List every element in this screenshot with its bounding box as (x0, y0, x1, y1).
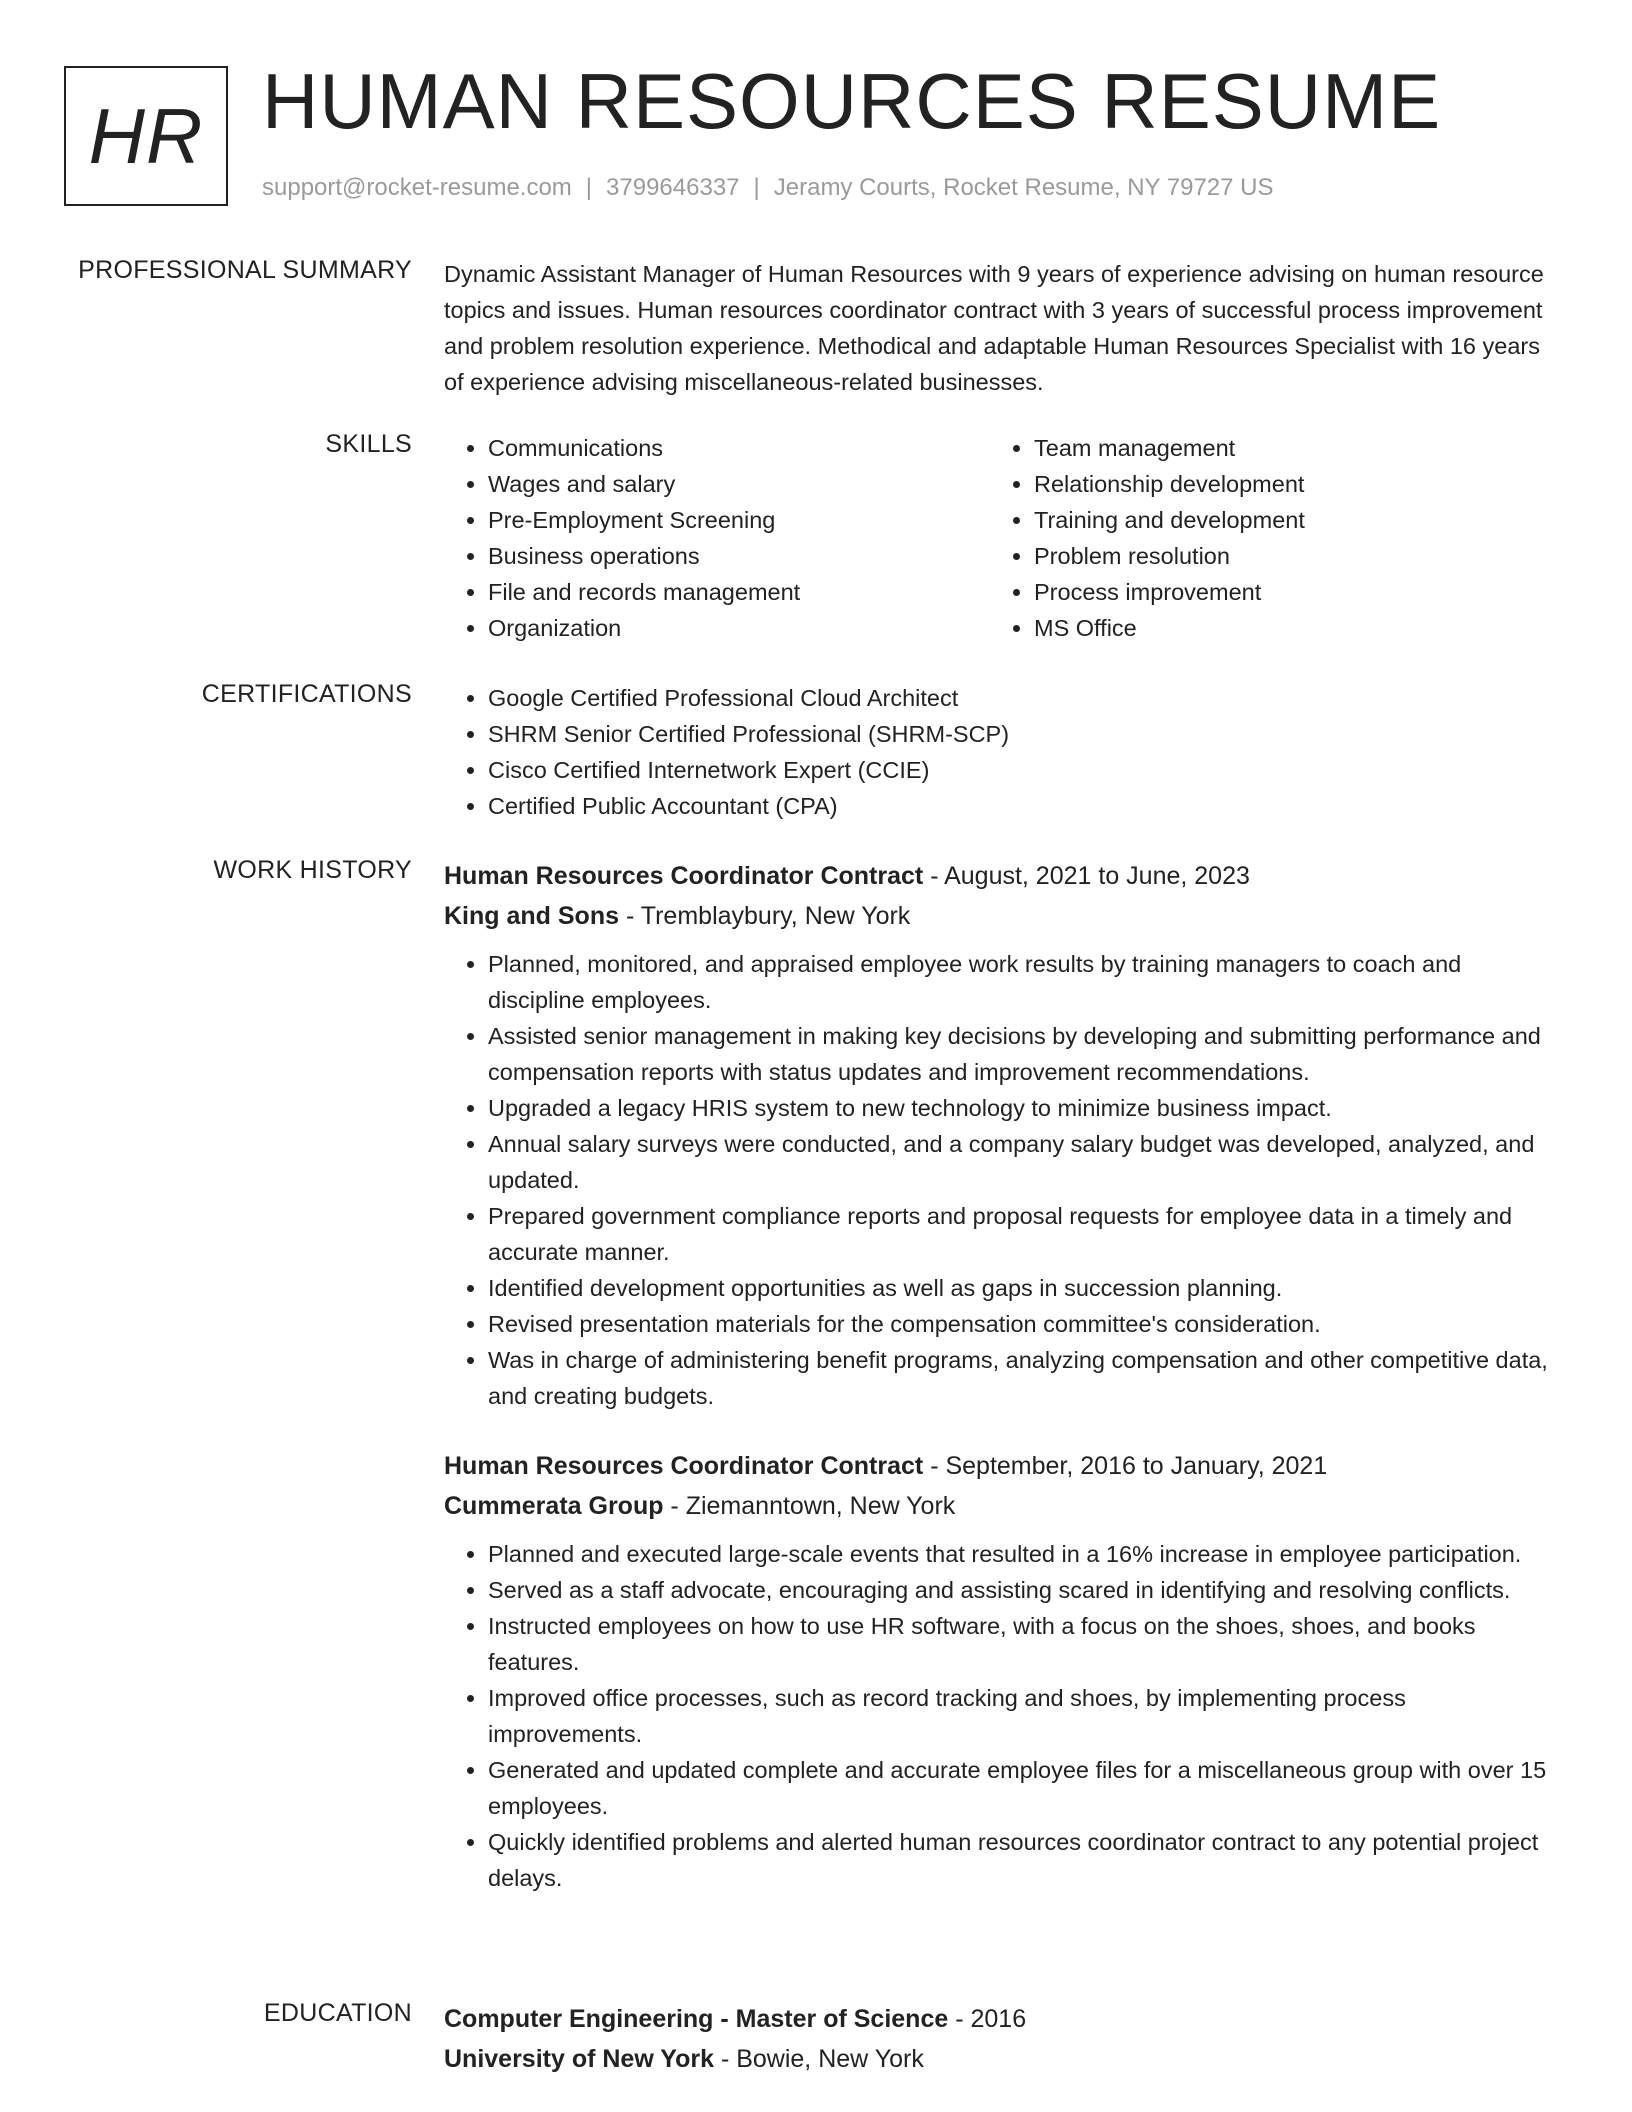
section-label-work-history: WORK HISTORY (213, 856, 412, 884)
contact-phone: 3799646337 (606, 174, 740, 201)
certifications-body (444, 680, 1564, 824)
section-label-certifications: CERTIFICATIONS (201, 680, 412, 708)
duty-item: • Assisted senior management in making key decisions by developing and submitting performance and compensation reports with status updates and improvement recommendations. (488, 1018, 1564, 1090)
duty-item: • Planned, monitored, and appraised employee work results by training managers to coach and discipline employees. (488, 946, 1564, 1018)
duty-item: • Revised presentation materials for the compensation committee's consideration. (488, 1306, 1564, 1342)
degree: Computer Engineering - Master of Science (444, 2005, 949, 2033)
certification-item: • Certified Public Accountant (CPA) (488, 788, 1564, 824)
job-duties-list (444, 946, 1564, 1414)
job-location: - Ziemanntown, New York (663, 1492, 956, 1520)
contact-line (262, 174, 1274, 202)
skills-list-right (990, 430, 1305, 646)
job-dates: - September, 2016 to January, 2021 (923, 1452, 1328, 1480)
duty-item: • Identified development opportunities as well as gaps in succession planning. (488, 1270, 1564, 1306)
skills-columns (444, 430, 1564, 646)
resume-title: HUMAN RESOURCES RESUME (262, 57, 1442, 145)
job-duties-list (444, 1536, 1564, 1896)
skill-item: • Training and development (1034, 502, 1305, 538)
contact-email: support@rocket-resume.com (262, 174, 572, 201)
certification-item: • Google Certified Professional Cloud Architect (488, 680, 1564, 716)
degree-year: - 2016 (948, 2005, 1027, 2033)
job-title: Human Resources Coordinator Contract (444, 1452, 924, 1480)
job-company-line (444, 1486, 1564, 1526)
duty-item: • Instructed employees on how to use HR software, with a focus on the shoes, shoes, and books features. (488, 1608, 1564, 1680)
certifications-list (444, 680, 1564, 824)
skill-item: • Team management (1034, 430, 1305, 466)
job-entry (444, 1446, 1564, 1896)
contact-separator: | (585, 174, 593, 201)
contact-address: Jeramy Courts, Rocket Resume, NY 79727 US (773, 174, 1274, 201)
duty-item: • Generated and updated complete and accurate employee files for a miscellaneous group with over 15 employees. (488, 1752, 1564, 1824)
section-label-skills: SKILLS (325, 430, 412, 458)
job-company: Cummerata Group (444, 1492, 664, 1520)
skill-item: • Wages and salary (488, 466, 990, 502)
skill-item: • Relationship development (1034, 466, 1305, 502)
skill-item: • Process improvement (1034, 574, 1305, 610)
section-label-education: EDUCATION (263, 1999, 412, 2027)
skills-list-left (444, 430, 990, 646)
monogram-text: HR (88, 91, 204, 180)
job-title: Human Resources Coordinator Contract (444, 862, 924, 890)
duty-item: • Quickly identified problems and alerted human resources coordinator contract to any potential project delays. (488, 1824, 1564, 1896)
summary-body (444, 256, 1564, 400)
duty-item: • Improved office processes, such as record tracking and shoes, by implementing process improvements. (488, 1680, 1564, 1752)
duty-item: • Planned and executed large-scale events that resulted in a 16% increase in employee participation. (488, 1536, 1564, 1572)
school-location: - Bowie, New York (714, 2045, 924, 2073)
monogram-box (64, 66, 228, 206)
certification-item: • SHRM Senior Certified Professional (SHRM-SCP) (488, 716, 1564, 752)
skill-item: • Problem resolution (1034, 538, 1305, 574)
job-company-line (444, 896, 1564, 936)
skill-item: • File and records management (488, 574, 990, 610)
skill-item: • Business operations (488, 538, 990, 574)
section-label-summary: PROFESSIONAL SUMMARY (78, 256, 412, 284)
skills-body (444, 430, 1564, 646)
certification-item: • Cisco Certified Internetwork Expert (CCIE) (488, 752, 1564, 788)
duty-item: • Prepared government compliance reports and proposal requests for employee data in a timely and accurate manner. (488, 1198, 1564, 1270)
summary-text: Dynamic Assistant Manager of Human Resources with 9 years of experience advising on human resource topics and issues. Human resources coordinator contract with 3 years of successful process improvement and problem resolution experience. Methodical and adaptable Human Resources Specialist with 16 years of experience advising miscellaneous-related businesses. (444, 261, 1544, 395)
skill-item: • Communications (488, 430, 990, 466)
job-company: King and Sons (444, 902, 619, 930)
job-entry (444, 856, 1564, 1414)
job-title-line (444, 1446, 1564, 1486)
contact-separator: | (753, 174, 760, 201)
school-line (444, 2039, 1564, 2079)
job-title-line (444, 856, 1564, 896)
duty-item: • Annual salary surveys were conducted, and a company salary budget was developed, analyzed, and updated. (488, 1126, 1564, 1198)
degree-line (444, 1999, 1564, 2039)
education-body (444, 1999, 1564, 2079)
job-location: - Tremblaybury, New York (619, 902, 911, 930)
skill-item: • MS Office (1034, 610, 1305, 646)
duty-item: • Upgraded a legacy HRIS system to new technology to minimize business impact. (488, 1090, 1564, 1126)
duty-item: • Was in charge of administering benefit programs, analyzing compensation and other competitive data, and creating budgets. (488, 1342, 1564, 1414)
school: University of New York (444, 2045, 714, 2073)
skill-item: • Pre-Employment Screening (488, 502, 990, 538)
job-dates: - August, 2021 to June, 2023 (923, 862, 1250, 890)
skill-item: • Organization (488, 610, 990, 646)
duty-item: • Served as a staff advocate, encouraging and assisting scared in identifying and resolving conflicts. (488, 1572, 1564, 1608)
